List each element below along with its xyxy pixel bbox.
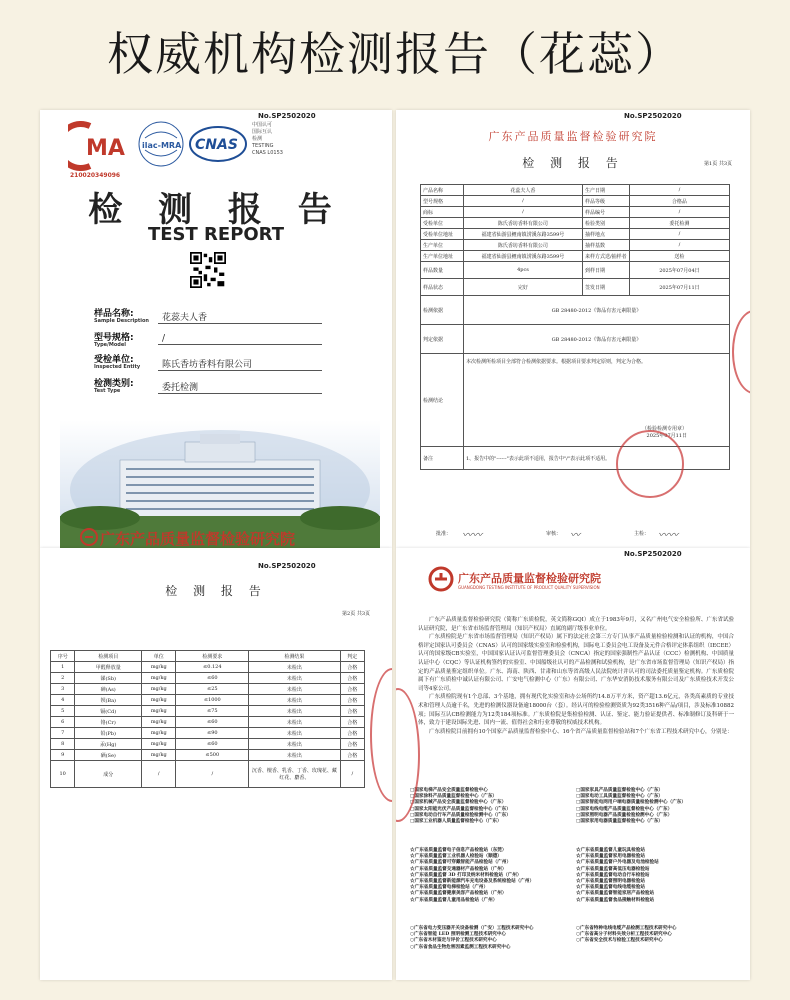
page-seal-icon: [732, 310, 750, 394]
approver-signature: 〰〰: [462, 530, 482, 541]
cnas-logo-icon: [188, 124, 248, 164]
ilac-logo-text: ilac-MRA: [142, 141, 182, 150]
cnas-cert-text: 中国认可 国际互认 检测 TESTING CNAS L0153: [252, 122, 283, 156]
list-item: ○广东省食品生物危害因素监测工程技术研究中心: [410, 944, 511, 950]
table-row: 8 汞(Hg) mg/kg ≤60 未检出 合格: [51, 739, 365, 750]
stations-right: [576, 848, 659, 904]
table-row: 1 甲醛释放量 mg/kg ≤0.124 未检出 合格: [51, 662, 365, 673]
inspected-entity-value: 陈氏香坊香料有限公司: [158, 357, 322, 371]
report-number: No.SP2502020: [624, 550, 682, 558]
table-row: 4 钡(Ba) mg/kg ≤1000 未检出 合格: [51, 695, 365, 706]
list-item: ☆广东省质量监督 3D 打印及纳米材料检验站（广州）: [410, 872, 522, 878]
model-label-en: Type/Model: [94, 342, 126, 348]
table-row: 型号规格 / 样品等级 合格品: [421, 196, 730, 207]
list-item: ☆广东省质量监督电动自行车检验站: [576, 872, 650, 878]
table-row: 产品名称 花蕊夫人香 生产日期 /: [421, 185, 730, 196]
list-item: ☆广东省质量监督智能家居产品检验站: [576, 891, 655, 897]
table-row: 备注 1、报告中的"------"表示此项不适用，报告中"/"表示此项不适用。: [421, 447, 730, 470]
national-centers-left: [410, 788, 511, 825]
reviewer-label: 审核：: [546, 531, 562, 537]
list-item: □国家电动自行车产品质量检验检测中心（广东）: [410, 812, 511, 818]
list-item: ☆广东省质量监督照明电器检验站: [576, 879, 645, 885]
table-row: 样品数量 4pcs 到样日期 2025年07月04日: [421, 262, 730, 279]
list-item: ○广东省安全技术与检验工程技术研究中心: [576, 938, 663, 944]
table-row: 7 铅(Pb) mg/kg ≤90 未检出 合格: [51, 728, 365, 739]
tester-signature: 〰〰: [658, 530, 678, 541]
institute-name-en: GUANGDONG TESTING INSTITUTE OF PRODUCT QUALITY SUPERVISION: [458, 585, 600, 590]
table-row: 5 镉(Cd) mg/kg ≤75 未检出 合格: [51, 706, 365, 717]
reviewer-signature: 〰: [570, 530, 580, 541]
list-item: ☆广东省质量监督新能源汽车充电设备及系统检验站（广州）: [410, 879, 535, 885]
test-type-value: 委托检测: [158, 380, 322, 394]
table-row: 受检单位地址 福建省仙游县鲤南镇涝溪东路3599号 抽样地点 /: [421, 229, 730, 240]
approver-label: 批准：: [436, 531, 452, 537]
list-item: □国家涂料产品质量监督检验中心（广东）: [410, 794, 498, 800]
report-title-cn: 检 测 报 告: [88, 190, 344, 230]
stations-left: [410, 848, 534, 904]
institute-logo-icon: [80, 528, 98, 546]
report-title: 检 测 报 告: [165, 584, 267, 598]
cma-number: 210020349096: [70, 172, 121, 179]
qr-code-icon: [190, 252, 226, 288]
report-title-en: TEST REPORT: [147, 224, 285, 245]
list-item: ☆广东省质量监督工业机器人检验站（顺德）: [410, 854, 502, 860]
table-header-row: 序号 检测项目 单位 检测要求 检测结果 判定: [51, 651, 365, 662]
table-row: 判定依据 GB 28480-2012《饰品有害元素限量》: [421, 325, 730, 354]
table-row: 9 硒(Se) mg/kg ≤500 未检出 合格: [51, 750, 365, 761]
institute-logo-icon: [428, 566, 454, 592]
svg-text:MA: MA: [86, 136, 125, 161]
test-results-table: [50, 650, 365, 788]
list-item: ○广东省高分子材料失效分析工程技术研究中心: [576, 932, 672, 938]
list-item: ☆广东省质量监督电子信息产品检验站（东莞）: [410, 848, 507, 853]
sample-name-label-en: Sample Description: [94, 318, 149, 324]
table-row: 10 成分 / / 沉香、檀香、乳香、丁香、玫瑰花、藏红花、麝香、 /: [51, 761, 365, 788]
list-item: ☆广东省质量监督可穿戴智能产品检验站（广州）: [410, 860, 512, 866]
eng-centers-left: [410, 926, 533, 951]
table-row: 商标 / 样品编号 /: [421, 207, 730, 218]
test-type-label: 检测类别:: [94, 379, 134, 389]
list-item: ☆广东省质量监督电线电缆检验站: [576, 885, 645, 891]
report-number: No.SP2502020: [258, 562, 316, 570]
institute-name: 广东产品质量监督检验研究院: [100, 530, 296, 548]
sample-name-value: 花蕊夫人香: [158, 310, 322, 324]
table-row: 生产单位地址 福建省仙游县鲤南镇涝溪东路3599号 来样方式送/抽样者 送检: [421, 251, 730, 262]
ilac-mra-logo-icon: [137, 120, 185, 168]
list-item: □国家工业机器人质量监督检验中心（广东）: [410, 819, 502, 825]
cnas-logo-text: CNAS: [195, 137, 238, 153]
page-number: 第1页 共3页: [704, 161, 732, 167]
list-item: ☆广东省质量监督儿童玩具检验站: [576, 848, 645, 853]
list-item: ○广东省电力变压器开关设备检测（广安）工程技术研究中心: [410, 926, 534, 931]
cma-logo-icon: [68, 120, 136, 172]
list-item: □国家家用电器质量监督检验中心（广东）: [576, 819, 664, 825]
table-row: 检测结论 本次检测所检项目全部符合检测依据要求。根据项目要求判定原则，判定为合格。 （检验检测专用章） 2025年07月11日: [421, 354, 730, 447]
report-number: No.SP2502020: [624, 112, 682, 120]
list-item: □国家照明电器产品质量检验检测中心（广东）: [576, 812, 673, 818]
page-seal-icon: [370, 668, 392, 802]
inspection-seal-icon: [616, 430, 684, 498]
report-page-2: [40, 548, 392, 980]
sample-name-label: 样品名称:: [94, 309, 134, 319]
tester-label: 主检：: [634, 531, 650, 537]
page-title: 权威机构检测报告（花蕊）: [107, 27, 683, 81]
inspected-entity-label-en: Inspected Entity: [94, 364, 141, 370]
list-item: □国家机械产品安全质量监督检验中心（广东）: [410, 800, 507, 806]
list-item: □国家电梯产品安全质量监督检验中心: [410, 788, 488, 793]
inspected-entity-label: 受检单位:: [94, 355, 134, 365]
list-item: ☆广东省质量监督食品接触材料检验站: [576, 897, 655, 903]
eng-centers-right: [576, 926, 676, 945]
list-item: ○广东省智能 LED 照明检测工程技术研究中心: [410, 932, 507, 938]
sample-info-table: [420, 184, 730, 470]
list-item: ☆广东省质量监督健康美容产品检验站（广州）: [410, 891, 507, 897]
list-item: ☆广东省质量监督电梯检验站（广州）: [410, 885, 489, 891]
list-item: □国家智能电网用户端电器质量检验检测中心（广东）: [576, 800, 686, 806]
list-item: ☆广东省质量监督户外电器及电池检验站: [576, 860, 659, 866]
list-item: ☆广东省质量监督家用电器检验站: [576, 854, 645, 860]
table-row: 2 锑(Sb) mg/kg ≤60 未检出 合格: [51, 673, 365, 684]
institute-description: 广东产品质量监督检验研究院（简称广东质检院，英文简称GQI）成立于1983年9月，又名广州电气安全检验所、广东省试验认证研究院，是广东省市场监督管理局（知识产权局）直属的副厅级事业单位。 广东质检院是广东省市场监督管理局（知识产权局）属下的法定社会第三方专门从事产品质量检验检测和认证的机构，中国合格评定国家认可委员会（CNAS）认可的国家级实验室和检验机构，国际电工委员会电工设备及元件合格评定体系组织（IECEE）认可的国家级CB实验室，中国国家认证认可监督管理委员会（CNCA）指定的国家强制性产品认证（CCC）检测机构、中国质量认证中心（CQC）等认证机构签约的实验室、中国船级社认可的产品检测和试验机构，是广东省市场监督管理局（知识产权局）指定的产品质量鉴定组织单位。广东、海南、陕西、甘肃和山东等省高级人民法院统计并认可的司法委托质量鉴定机构。广东质检院属下有广东质检中诚认证有限公司、广安电气检测中心（广东）有限公司、广东华安消防技术服务有限公司及广东质检技术开发公司等4家公司。 广东质检院现有1个总部、3个基地，拥有现代化实验室和办公场所约14.8万平方米，资产超13.6亿元，各类高素质的专业技术和管理人员逾千名，先进的检测仪器设备逾18000台（套）。经认可的检验检测资质为92类3516种产品/项目，涉及标准10882项；国际互认CB检测能力为12类184项标准。广东质检院是集检验检测、认证、鉴定、能力验证提供者、标准制修订及科研于一体，致力于建设国际先进、国内一流、值得社会和行业尊敬的权威技术机构。 广东质检院目前拥有10个国家产品质量监督检验中心、16个省产品质量监督检验站和7个广东省工程技术研究中心，分别是：: [418, 617, 734, 735]
list-item: ☆广东省质量监督高低压电器检验站: [576, 866, 650, 872]
institute-intro-page: [396, 548, 750, 980]
report-cover: [40, 110, 392, 548]
national-centers-right: [576, 788, 686, 825]
list-item: □国家电动工具质量监督检验中心（广东）: [576, 794, 664, 800]
list-item: ☆广东省质量监督儿童用品检验站（广州）: [410, 897, 498, 903]
model-value: /: [158, 334, 322, 345]
report-title: 检 测 报 告: [522, 156, 624, 170]
model-label: 型号规格:: [94, 333, 134, 343]
list-item: □国家太阳能光伏产品质量监督检验中心（广东）: [410, 806, 511, 812]
list-item: □国家家具产品质量监督检验中心（广东）: [576, 788, 664, 793]
list-item: ☆广东省质量监督交通器材产品检验站（广州）: [410, 866, 507, 872]
table-row: 检测依据 GB 28480-2012《饰品有害元素限量》: [421, 296, 730, 325]
list-item: ○广东省特种电线电缆产品检测工程技术研究中心: [576, 926, 677, 931]
table-row: 6 铬(Cr) mg/kg ≤60 未检出 合格: [51, 717, 365, 728]
table-row: 受检单位 陈氏香坊香料有限公司 检验类别 委托检测: [421, 218, 730, 229]
institute-name: 广东产品质量监督检验研究院: [458, 572, 601, 585]
report-page-1: [396, 110, 750, 548]
table-row: 样品状态 完好 签发日期 2025年07月11日: [421, 279, 730, 296]
table-row: 3 砷(As) mg/kg ≤25 未检出 合格: [51, 684, 365, 695]
institute-name: 广东产品质量监督检验研究院: [488, 130, 658, 143]
page-number: 第2页 共3页: [342, 611, 370, 617]
table-row: 生产单位 陈氏香坊香料有限公司 抽样基数 /: [421, 240, 730, 251]
test-type-label-en: Test Type: [94, 388, 121, 394]
report-number: No.SP2502020: [258, 112, 316, 120]
list-item: ○广东省木材鉴定与评价工程技术研究中心: [410, 938, 497, 944]
list-item: □国家电线电缆产品质量监督检验中心（广东）: [576, 806, 673, 812]
